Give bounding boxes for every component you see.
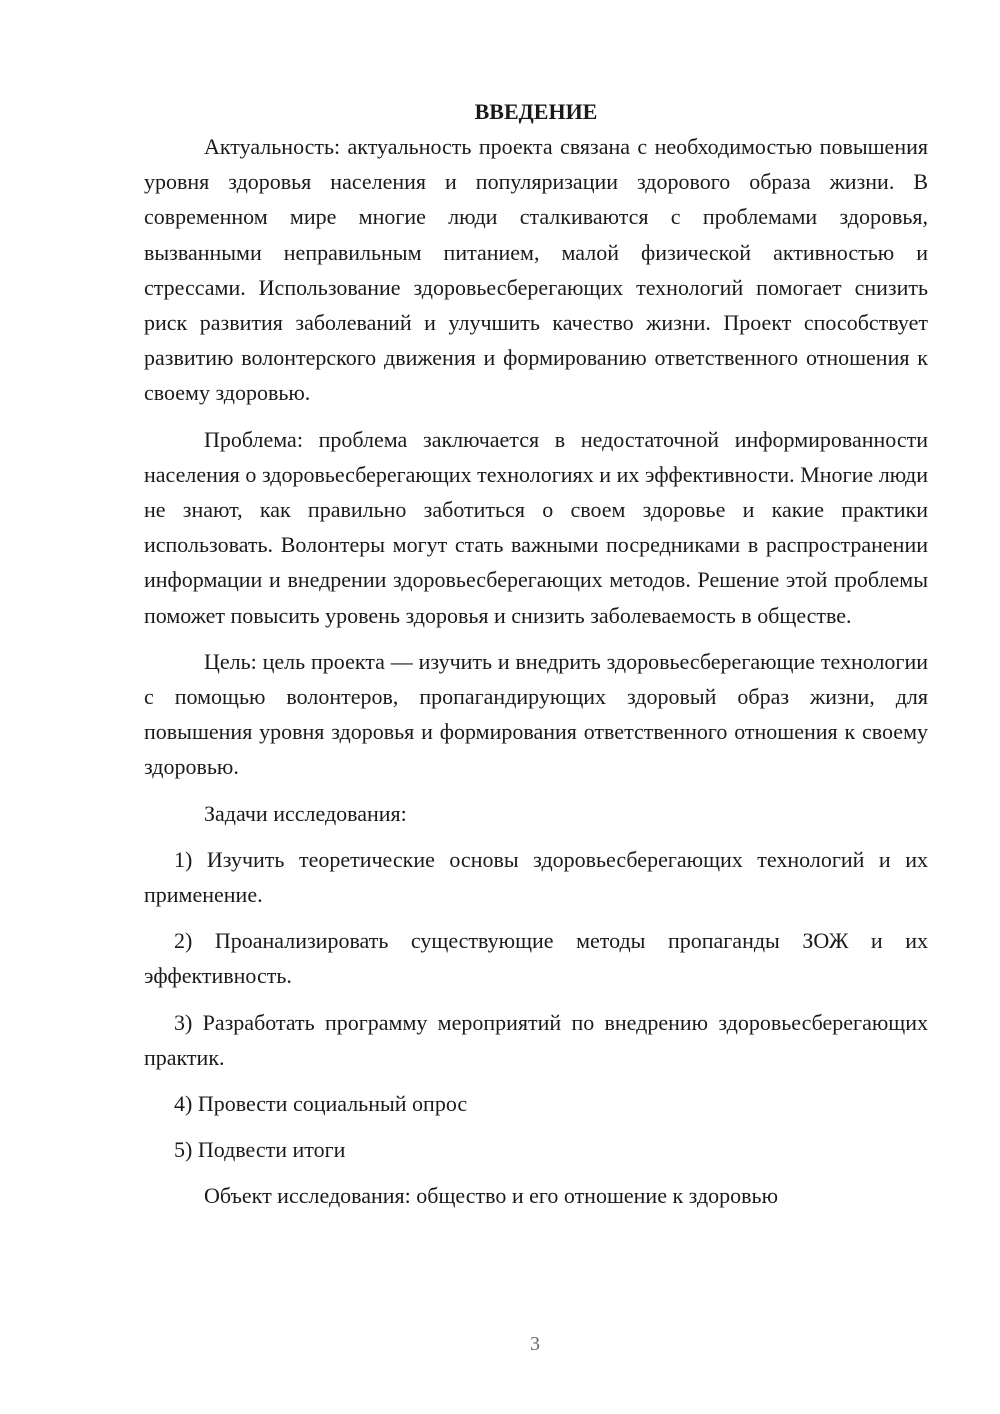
page-number: 3 (530, 1333, 540, 1355)
task-item-1: 1) Изучить теоретические основы здоровьесберегающих технологий и их применение. (144, 846, 928, 908)
paragraph-relevance: Актуальность: актуальность проекта связана с необходимостью повышения уровня здоровья населения и популяризации здорового образа жизни. В современном мире многие люди сталкиваются с проблемами здоровья, вызванными неправильным питанием, малой физической активностью и стрессами. Использование здоровьесберегающих технологий помогает снизить риск развития заболеваний и улучшить качество жизни. Проект способствует развитию волонтерского движения и формированию ответственного отношения к своему здоровью. (144, 134, 928, 406)
task-item-2: 2) Проанализировать существующие методы пропаганды ЗОЖ и их эффективность. (144, 928, 928, 989)
tasks-heading: Задачи исследования: (204, 800, 407, 826)
paragraph-problem: Проблема: проблема заключается в недостаточной информированности населения о здоровьесберегающих технологиях и их эффективности. Многие люди не знают, как правильно заботиться о своем здоровье и какие практики использовать. Волонтеры могут стать важными посредниками в распространении информации и внедрении здоровьесберегающих методов. Решение этой проблемы поможет повысить уровень здоровья и снизить заболеваемость в обществе. (144, 426, 928, 628)
section-heading: ВВЕДЕНИЕ (474, 99, 598, 124)
task-item-4: 4) Провести социальный опрос (174, 1091, 468, 1117)
document-body (144, 94, 928, 1214)
paragraph-goal: Цель: цель проекта — изучить и внедрить здоровьесберегающие технологии с помощью волонтеров, пропагандирующих здоровый образ жизни, для повышения уровня здоровья и формирования ответственного отношения к своему здоровью. (144, 648, 928, 780)
task-item-5: 5) Подвести итоги (174, 1137, 346, 1163)
task-item-3: 3) Разработать программу мероприятий по внедрению здоровьесберегающих практик. (144, 1009, 928, 1070)
paragraph-object: Объект исследования: общество и его отношение к здоровью (204, 1183, 778, 1209)
